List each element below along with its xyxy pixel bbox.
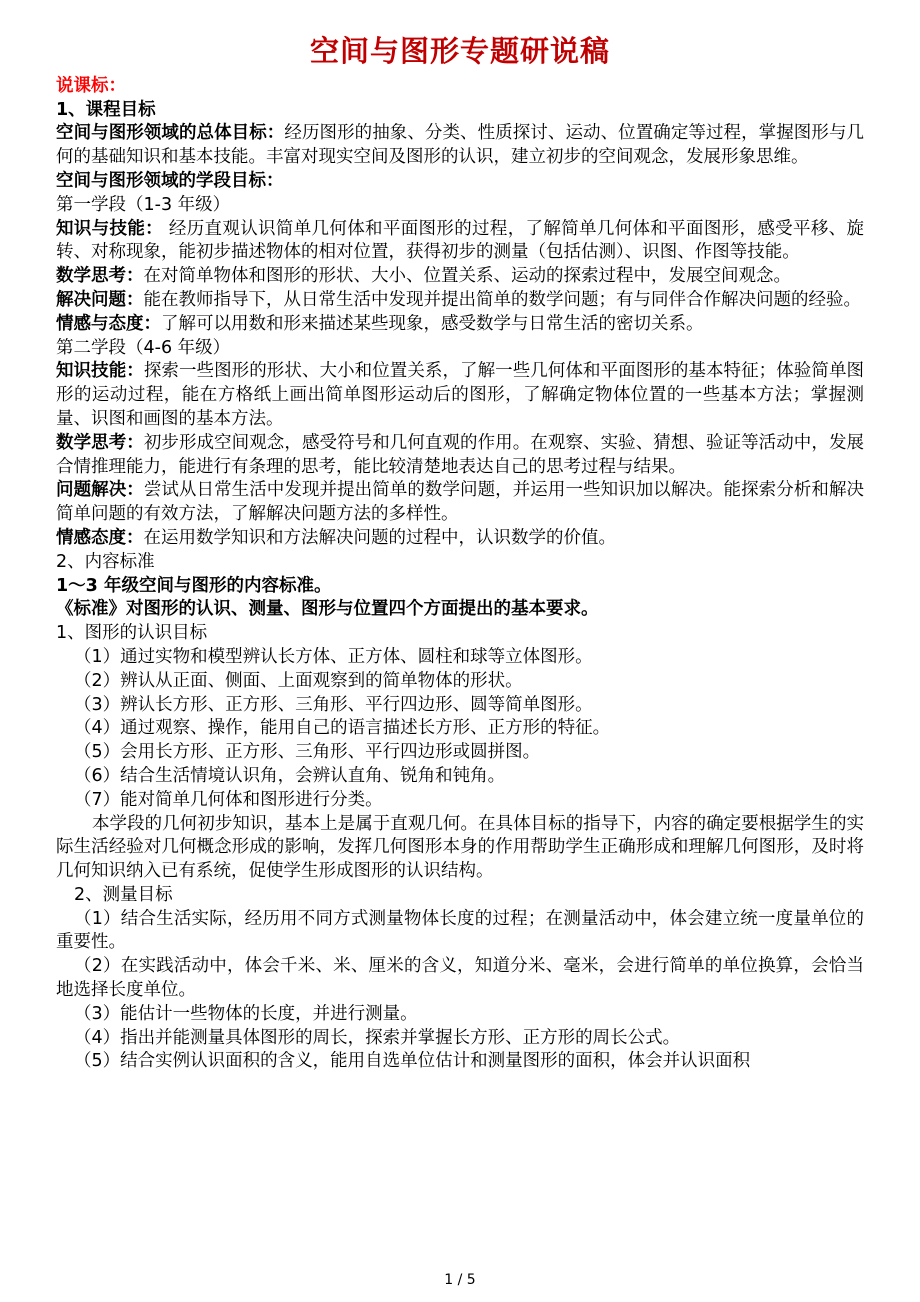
paragraph (56, 432, 864, 480)
paragraph-lead: 数学思考： (56, 432, 144, 453)
paragraph (56, 765, 864, 789)
paragraph (56, 551, 864, 575)
paragraph (56, 99, 864, 123)
paragraph-lead: 空间与图形领域的总体目标： (56, 123, 285, 144)
paragraph-lead: 问题解决： (56, 480, 144, 501)
paragraph-text: 本学段的几何初步知识，基本上是属于直观几何。在具体目标的指导下，内容的确定要根据学生的实际生活经验对几何概念形成的影响，发挥几何图形本身的作用帮助学生正确形成和理解几何图形，及时将几何知识纳入已有系统，促使学生形成图形的认识结构。 (56, 813, 864, 882)
paragraph (56, 527, 864, 551)
page-footer: 1 / 5 (444, 1272, 476, 1288)
paragraph-text: 探索一些图形的形状、大小和位置关系，了解一些几何体和平面图形的基本特征；体验简单图形的运动过程，能在方格纸上画出简单图形运动后的图形，了解确定物体位置的一些基本方法；掌握测量、识图和画图的基本方法。 (56, 361, 865, 429)
paragraph (56, 218, 864, 266)
paragraph (56, 908, 864, 956)
paragraph-text: （6）结合生活情境认识角，会辨认直角、锐角和钝角。 (74, 765, 506, 786)
paragraph-text: （1）通过实物和模型辨认长方体、正方体、圆柱和球等立体图形。 (74, 646, 593, 667)
paragraph-text: （2）辨认从正面、侧面、上面观察到的简单物体的形状。 (74, 670, 523, 691)
paragraph-lead: 解决问题： (56, 289, 144, 310)
paragraph-text: 第一学段（1-3 年级） (56, 194, 231, 215)
page-title: 空间与图形专题研说稿 (309, 34, 610, 68)
paragraph-text: 2、测量目标 (74, 884, 173, 905)
paragraph-text: 经历图形的抽象、分类、性质探讨、运动、位置确定等过程，掌握图形与几何的基础知识和基本技能。丰富对现实空间及图形的认识，建立初步的空间观念，发展形象思维。 (56, 123, 865, 168)
paragraph-text: 第二学段（4-6 年级） (56, 337, 231, 358)
paragraph (56, 741, 864, 765)
paragraph (56, 337, 864, 361)
paragraph (56, 1050, 864, 1074)
paragraph (56, 289, 864, 313)
paragraph-text: 1、图形的认识目标 (56, 623, 208, 644)
paragraph-text: 1～3 年级空间与图形的内容标准。 (56, 575, 332, 596)
paragraph-text: 在运用数学知识和方法解决问题的过程中，认识数学的价值。 (143, 527, 616, 548)
paragraph-text: 2、内容标准 (56, 551, 155, 572)
paragraph (56, 813, 864, 884)
paragraph-lead: 情感与态度： (56, 313, 161, 334)
paragraph (56, 360, 864, 431)
paragraph-text: （3）辨认长方形、正方形、三角形、平行四边形、圆等简单图形。 (74, 694, 593, 715)
paragraph (56, 1027, 864, 1051)
paragraph (56, 170, 864, 194)
paragraph (56, 694, 864, 718)
paragraph (56, 598, 864, 622)
paragraph-text: 说课标： (56, 75, 126, 96)
paragraph-text: 1、课程目标 (56, 99, 156, 120)
paragraph-text: 经历直观认识简单几何体和平面图形的过程，了解简单几何体和平面图形，感受平移、旋转、对称现象，能初步描述物体的相对位置，获得初步的测量（包括估测）、识图、作图等技能。 (56, 218, 865, 263)
paragraph-lead: 数学思考： (56, 266, 144, 287)
paragraph-text: 初步形成空间观念，感受符号和几何直观的作用。在观察、实验、猜想、验证等活动中，发展合情推理能力，能进行有条理的思考，能比较清楚地表达自己的思考过程与结果。 (56, 432, 865, 477)
document-body (56, 75, 864, 1074)
paragraph-text: （1）结合生活实际，经历用不同方式测量物体长度的过程；在测量活动中，体会建立统一度量单位的重要性。 (56, 908, 864, 953)
paragraph-text: （2）在实践活动中，体会千米、米、厘米的含义，知道分米、毫米，会进行简单的单位换算，会恰当地选择长度单位。 (56, 956, 864, 1001)
paragraph-text: 《标准》对图形的认识、测量、图形与位置四个方面提出的基本要求。 (56, 599, 599, 620)
paragraph (56, 789, 864, 813)
paragraph (56, 884, 864, 908)
paragraph (56, 670, 864, 694)
paragraph-text: 空间与图形领域的学段目标： (56, 170, 284, 191)
paragraph (56, 717, 864, 741)
paragraph-text: 能在教师指导下，从日常生活中发现并提出简单的数学问题；有与同伴合作解决问题的经验。 (143, 289, 861, 310)
paragraph-text: 尝试从日常生活中发现并提出简单的数学问题，并运用一些知识加以解决。能探索分析和解决简单问题的有效方法，了解解决问题方法的多样性。 (56, 480, 865, 525)
paragraph-text: （5）结合实例认识面积的含义，能用自选单位估计和测量图形的面积，体会并认识面积 (74, 1051, 751, 1072)
paragraph-text: （4）通过观察、操作，能用自己的语言描述长方形、正方形的特征。 (74, 718, 611, 739)
paragraph (56, 194, 864, 218)
paragraph (56, 75, 864, 99)
paragraph-text: （5）会用长方形、正方形、三角形、平行四边形或圆拼图。 (74, 742, 541, 763)
paragraph-text: （4）指出并能测量具体图形的周长，探索并掌握长方形、正方形的周长公式。 (74, 1027, 681, 1048)
paragraph (56, 1003, 864, 1027)
paragraph-text: 在对简单物体和图形的形状、大小、位置关系、运动的探索过程中，发展空间观念。 (143, 266, 791, 287)
paragraph (56, 575, 864, 599)
paragraph (56, 122, 864, 170)
paragraph-lead: 情感态度： (56, 527, 144, 548)
paragraph (56, 955, 864, 1003)
paragraph (56, 479, 864, 527)
paragraph-lead: 知识技能： (56, 361, 144, 382)
paragraph-text: （7）能对简单几何体和图形进行分类。 (74, 789, 383, 810)
paragraph (56, 622, 864, 646)
paragraph (56, 313, 864, 337)
paragraph (56, 265, 864, 289)
paragraph (56, 646, 864, 670)
paragraph-text: 了解可以用数和形来描述某些现象，感受数学与日常生活的密切关系。 (161, 313, 704, 334)
paragraph-lead: 知识与技能： (56, 218, 163, 239)
paragraph-text: （3）能估计一些物体的长度，并进行测量。 (74, 1003, 418, 1024)
